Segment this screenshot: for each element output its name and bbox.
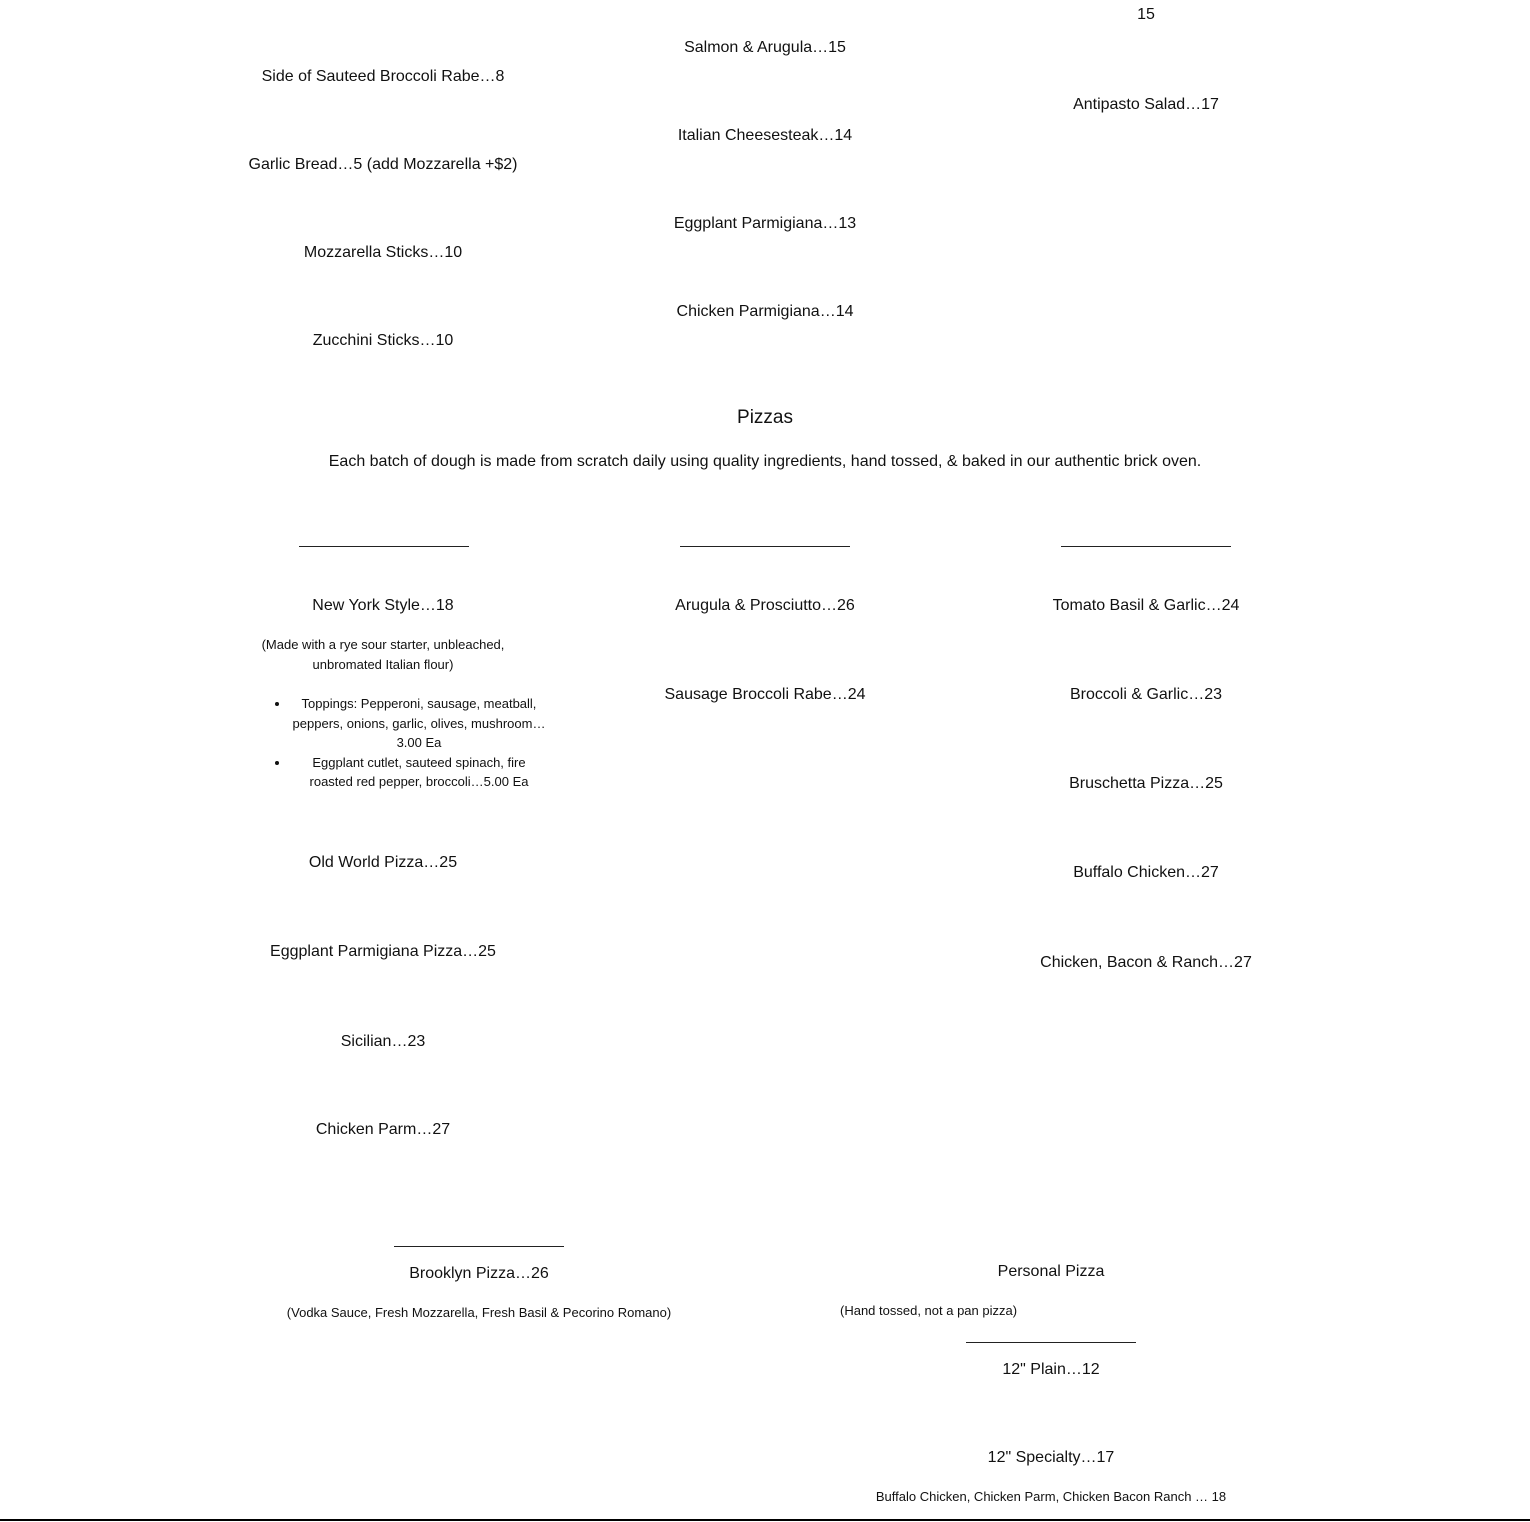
menu-item: Sausage Broccoli Rabe…24 — [664, 686, 866, 703]
divider — [966, 1342, 1136, 1343]
divider — [394, 1246, 564, 1247]
item-note: Buffalo Chicken, Chicken Parm, Chicken Bacon Ranch … 18 — [875, 1489, 1227, 1504]
divider — [680, 546, 850, 547]
menu-item: New York Style…18 — [312, 597, 454, 614]
toppings-list — [270, 694, 548, 792]
menu-item: Eggplant Parmigiana Pizza…25 — [270, 943, 496, 960]
topping-option: • Toppings: Pepperoni, sausage, meatball, peppers, onions, garlic, olives, mushroom…3.00 Ea — [290, 694, 548, 753]
item-note: (Hand tossed, not a pan pizza) — [840, 1303, 1018, 1318]
menu-item: Zucchini Sticks…10 — [312, 332, 454, 349]
divider — [1061, 546, 1231, 547]
page-bottom-border — [0, 1519, 1530, 1521]
menu-item: Mozzarella Sticks…10 — [303, 244, 463, 261]
topping-option: • Eggplant cutlet, sauteed spinach, fire roasted red pepper, broccoli…5.00 Ea — [290, 753, 548, 792]
item-note: (Vodka Sauce, Fresh Mozzarella, Fresh Basil & Pecorino Romano) — [286, 1305, 672, 1320]
divider — [299, 546, 469, 547]
menu-item: Side of Sauteed Broccoli Rabe…8 — [261, 68, 505, 85]
item-note: (Made with a rye sour starter, unbleached, unbromated Italian flour) — [261, 637, 505, 672]
menu-item: Arugula & Prosciutto…26 — [675, 597, 855, 614]
menu-item: 12" Plain…12 — [1002, 1361, 1100, 1378]
menu-item: Sicilian…23 — [340, 1033, 426, 1050]
menu-item: Tomato Basil & Garlic…24 — [1052, 597, 1240, 614]
menu-item: Antipasto Salad…17 — [1073, 96, 1219, 113]
section-heading-personal: Personal Pizza — [997, 1263, 1105, 1280]
section-description: Each batch of dough is made from scratch daily using quality ingredients, hand tossed, & baked in our authentic brick oven. — [328, 453, 1202, 470]
menu-item: Old World Pizza…25 — [308, 854, 458, 871]
menu-item: 12" Specialty…17 — [987, 1449, 1115, 1466]
menu-item-brooklyn: Brooklyn Pizza…26 — [409, 1265, 549, 1282]
menu-item: Broccoli & Garlic…23 — [1069, 686, 1223, 703]
menu-item: Chicken, Bacon & Ranch…27 — [1040, 954, 1252, 971]
menu-item: Salmon & Arugula…15 — [684, 39, 846, 56]
section-heading-pizzas: Pizzas — [737, 407, 793, 428]
menu-item: Eggplant Parmigiana…13 — [673, 215, 857, 232]
menu-item: Chicken Parm…27 — [315, 1121, 451, 1138]
menu-item: Bruschetta Pizza…25 — [1069, 775, 1223, 792]
price-fragment: 15 — [1137, 6, 1155, 23]
menu-item: Chicken Parmigiana…14 — [676, 303, 854, 320]
menu-item: Garlic Bread…5 (add Mozzarella +$2) — [248, 156, 518, 173]
menu-item: Italian Cheesesteak…14 — [677, 127, 853, 144]
menu-item: Buffalo Chicken…27 — [1073, 864, 1219, 881]
